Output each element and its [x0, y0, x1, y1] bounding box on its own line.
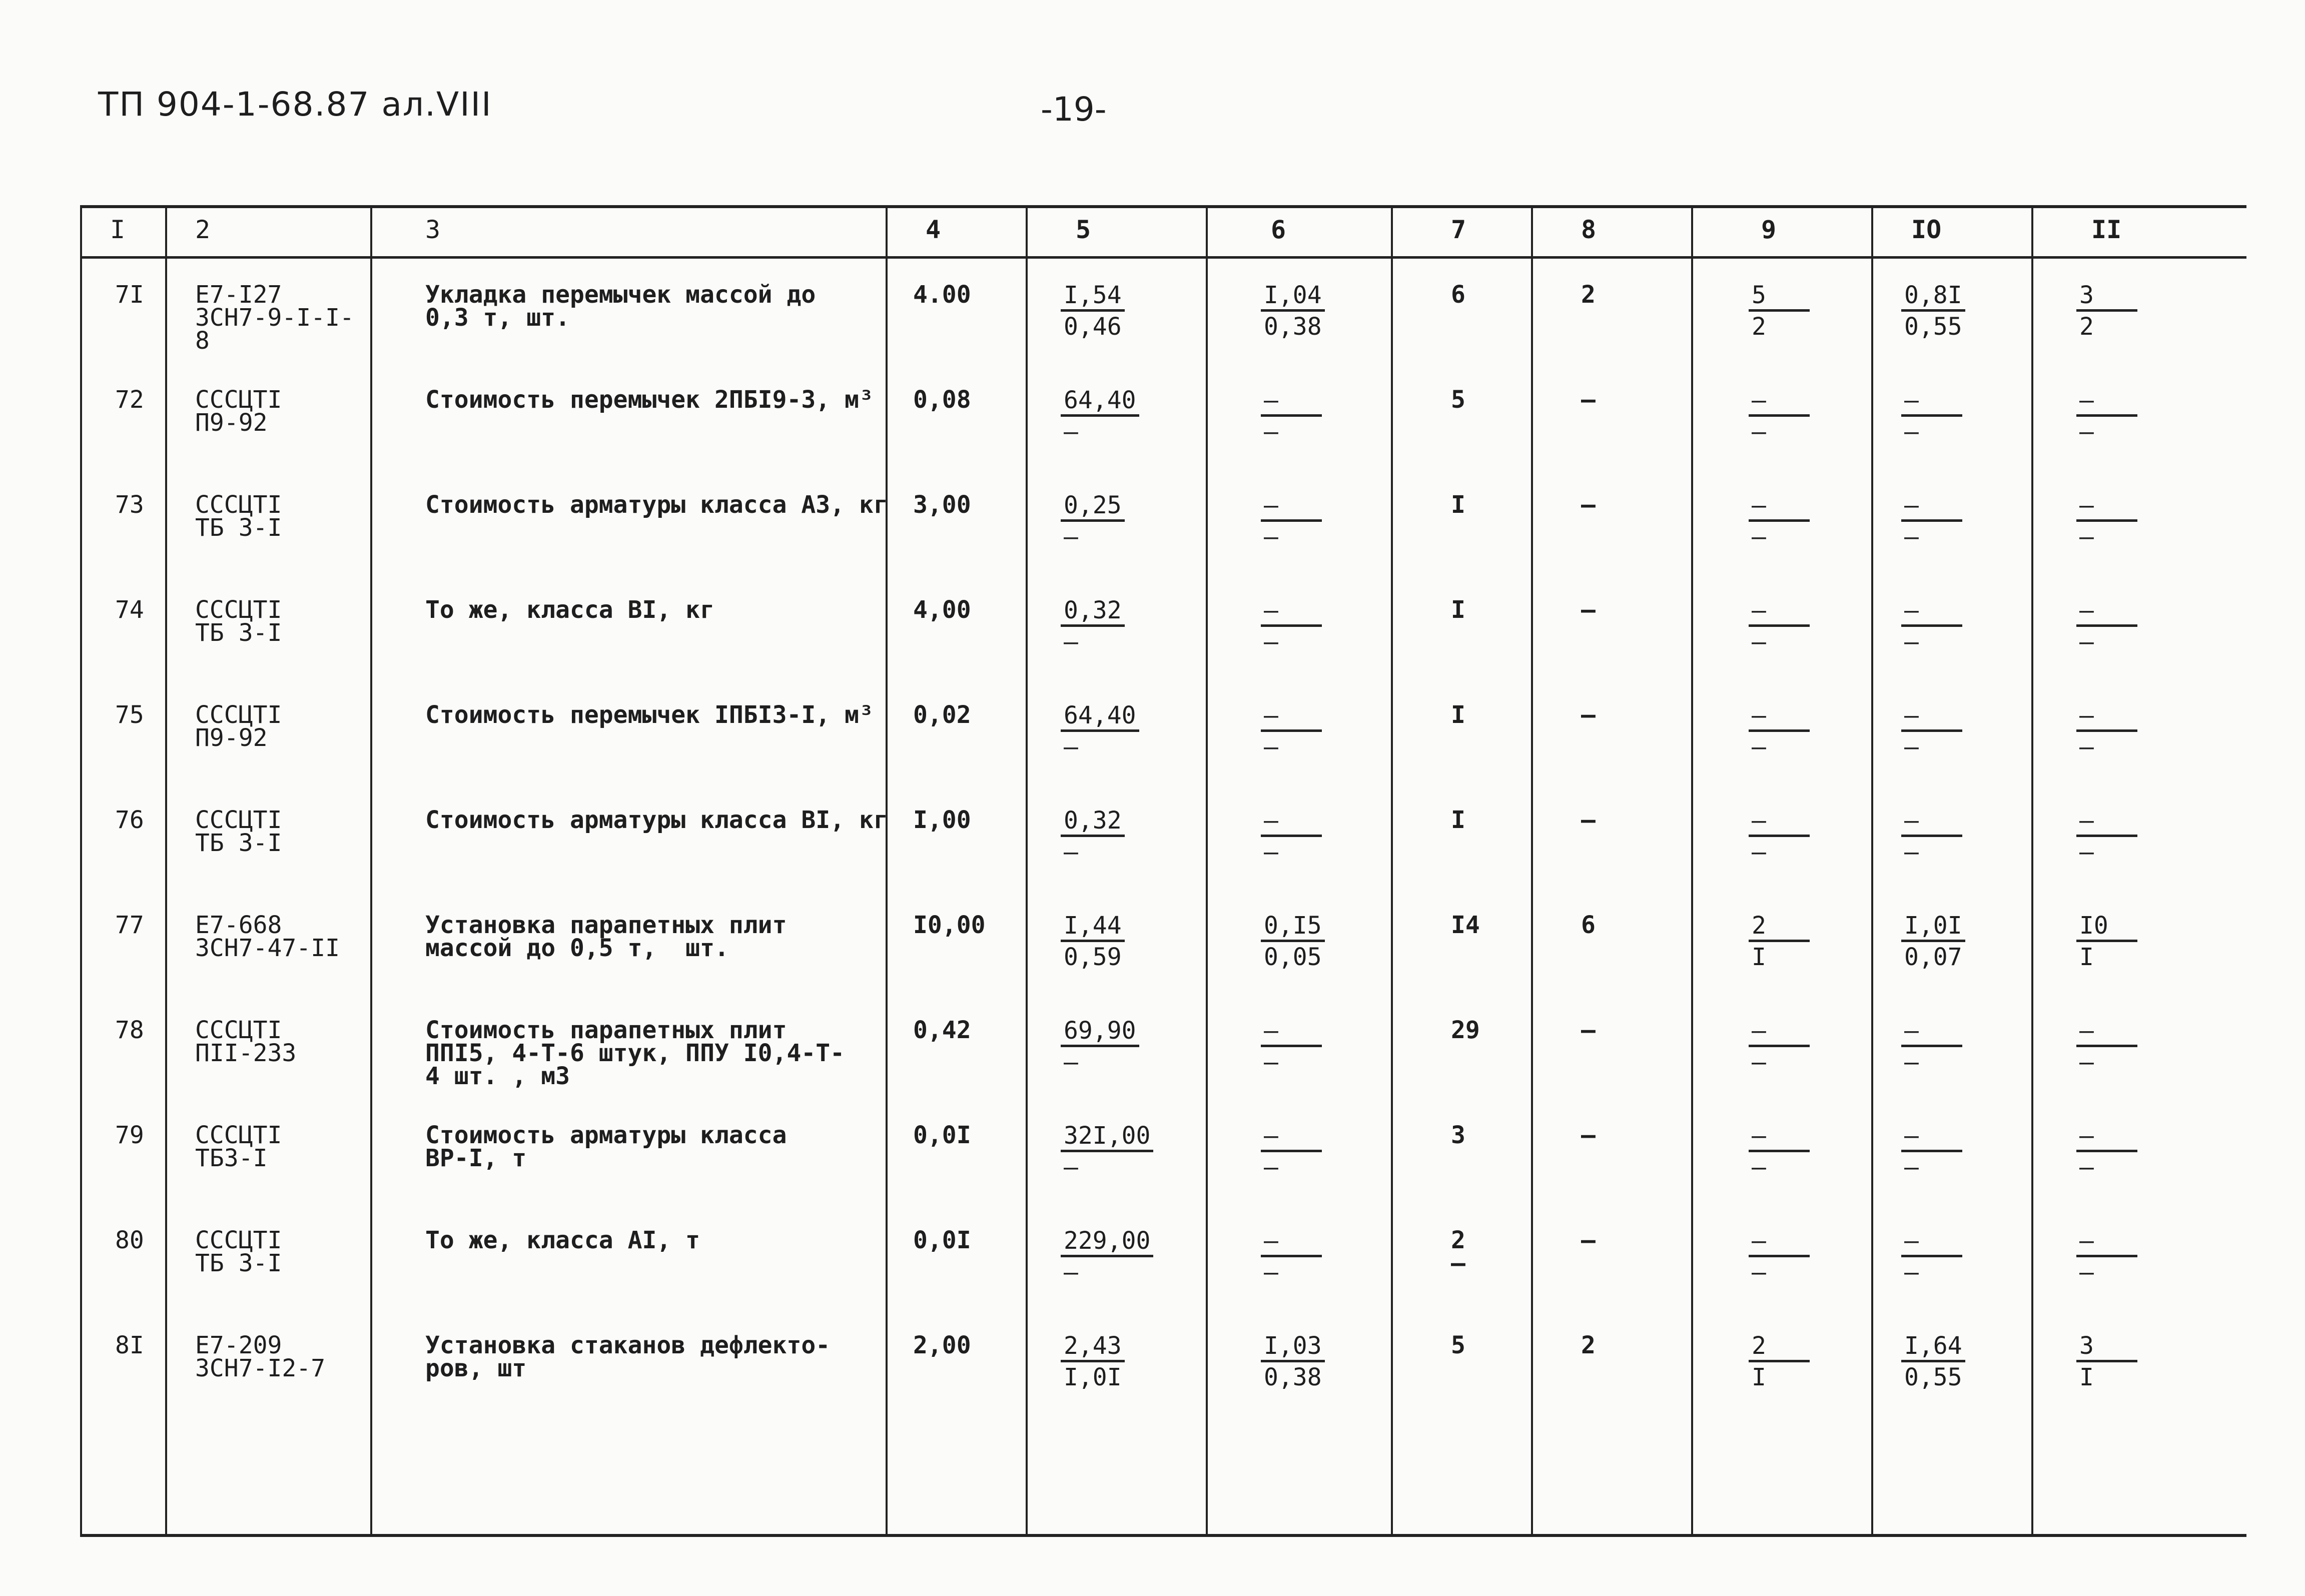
machine-cost [1749, 1124, 1810, 1179]
unit-cost-numerator: 32I,00 [1061, 1124, 1153, 1152]
row-number: 77 [115, 911, 144, 939]
unit-wages-numerator: – [1261, 1019, 1322, 1047]
document-code: ТП 904-1-68.87 ал.VIII [98, 85, 492, 124]
labor-per-unit-numerator: – [1901, 1229, 1962, 1257]
labor-total-numerator: 3 [2076, 1334, 2137, 1362]
unit-wages [1261, 1229, 1322, 1284]
unit-cost-numerator: 2,43 [1061, 1334, 1125, 1362]
unit-cost [1061, 1124, 1153, 1179]
unit-wages-numerator: 0,I5 [1261, 914, 1325, 942]
unit-cost [1061, 283, 1125, 339]
quantity: 0,0I [913, 1226, 971, 1254]
unit-wages-denominator: 0,05 [1264, 943, 1322, 971]
labor-total-numerator: I0 [2076, 914, 2137, 942]
work-description: Стоимость перемычек IПБI3-I, м³ [425, 701, 874, 729]
work-description: Стоимость арматуры класса ВР-I, т [425, 1121, 787, 1172]
unit-cost [1061, 493, 1125, 549]
machine-cost-denominator: I [1752, 1363, 1766, 1391]
labor-total-numerator: 3 [2076, 283, 2137, 312]
labor-per-unit-numerator: – [1901, 598, 1962, 627]
unit-wages-numerator: – [1261, 1229, 1322, 1257]
row-number: 72 [115, 386, 144, 414]
column-divider [1531, 208, 1533, 1534]
unit-wages-denominator: 0,38 [1264, 1363, 1322, 1391]
column-header: II [2091, 215, 2122, 244]
unit-wages [1261, 1334, 1325, 1389]
total-cost: 29 [1451, 1016, 1480, 1044]
labor-per-unit-numerator: – [1901, 1124, 1962, 1152]
unit-wages [1261, 283, 1325, 339]
machine-cost [1749, 809, 1810, 864]
work-description: Стоимость арматуры класса А3, кг [425, 491, 888, 519]
labor-per-unit [1901, 1229, 1962, 1284]
machine-cost-denominator: – [1752, 1258, 1766, 1286]
labor-per-unit-numerator: – [1901, 493, 1962, 522]
machine-cost-denominator: – [1752, 733, 1766, 761]
work-description: Стоимость арматуры класса ВI, кг [425, 806, 888, 834]
unit-wages-denominator: – [1264, 418, 1278, 446]
labor-per-unit [1901, 809, 1962, 864]
unit-wages [1261, 1019, 1322, 1074]
unit-wages-numerator: I,04 [1261, 283, 1325, 312]
column-header: 4 [926, 215, 941, 244]
total-cost: I [1451, 596, 1465, 624]
labor-total-denominator: 2 [2079, 313, 2094, 341]
labor-per-unit [1901, 1334, 1965, 1389]
unit-cost-denominator: – [1064, 733, 1078, 761]
labor-per-unit-denominator: – [1904, 1153, 1919, 1181]
labor-per-unit [1901, 1019, 1962, 1074]
machine-cost-numerator: – [1749, 1019, 1810, 1047]
machine-cost [1749, 283, 1810, 339]
unit-cost-numerator: I,54 [1061, 283, 1125, 312]
unit-wages-numerator: I,03 [1261, 1334, 1325, 1362]
labor-total-numerator: – [2076, 1019, 2137, 1047]
quantity: 0,42 [913, 1016, 971, 1044]
labor-per-unit-denominator: 0,55 [1904, 1363, 1962, 1391]
column-divider [886, 208, 888, 1534]
unit-cost-numerator: 64,40 [1061, 703, 1139, 732]
labor-total-denominator: – [2079, 628, 2094, 656]
machine-cost [1749, 598, 1810, 654]
unit-wages [1261, 598, 1322, 654]
labor-total-denominator: I [2079, 1363, 2094, 1391]
labor-total-numerator: – [2076, 703, 2137, 732]
labor-total [2076, 1334, 2137, 1389]
unit-wages-numerator: – [1261, 1124, 1322, 1152]
labor-per-unit-numerator: – [1901, 809, 1962, 837]
norm-code: СССЦТI ТБ3-I [195, 1121, 282, 1172]
work-description: Стоимость парапетных плит ППI5, 4-Т-6 штук, ППУ I0,4-Т- 4 шт. , м3 [425, 1016, 845, 1090]
unit-wages [1261, 809, 1322, 864]
unit-cost-numerator: 64,40 [1061, 388, 1139, 417]
labor-per-unit-denominator: – [1904, 838, 1919, 866]
labor-total-numerator: – [2076, 598, 2137, 627]
column-header: I [110, 215, 126, 244]
labor-per-unit-numerator: I,0I [1901, 914, 1965, 942]
machine-cost-numerator: – [1749, 809, 1810, 837]
machine-cost [1749, 703, 1810, 759]
total-wages: – [1581, 1226, 1596, 1254]
unit-wages-denominator: – [1264, 628, 1278, 656]
labor-per-unit-denominator: – [1904, 733, 1919, 761]
column-header: 3 [425, 215, 441, 244]
quantity: 2,00 [913, 1331, 971, 1359]
machine-cost-denominator: – [1752, 838, 1766, 866]
norm-code: СССЦТI П9-92 [195, 386, 282, 437]
unit-wages [1261, 388, 1322, 444]
labor-total [2076, 914, 2137, 969]
unit-wages-denominator: – [1264, 1258, 1278, 1286]
unit-cost-denominator: I,0I [1064, 1363, 1122, 1391]
unit-cost-numerator: 69,90 [1061, 1019, 1139, 1047]
unit-wages-numerator: – [1261, 598, 1322, 627]
labor-total-denominator: – [2079, 1258, 2094, 1286]
column-header: IO [1911, 215, 1942, 244]
labor-total [2076, 1019, 2137, 1074]
machine-cost-numerator: 5 [1749, 283, 1810, 312]
machine-cost-numerator: – [1749, 703, 1810, 732]
labor-per-unit [1901, 388, 1962, 444]
norm-code: СССЦТI ТБ 3-I [195, 1226, 282, 1277]
estimate-table [80, 205, 2246, 1537]
machine-cost-numerator: – [1749, 1229, 1810, 1257]
labor-total-denominator: – [2079, 523, 2094, 551]
row-number: 80 [115, 1226, 144, 1254]
total-wages: – [1581, 386, 1596, 414]
quantity: 4,00 [913, 596, 971, 624]
machine-cost-denominator: – [1752, 1048, 1766, 1076]
column-header: 8 [1581, 215, 1597, 244]
labor-per-unit-denominator: – [1904, 418, 1919, 446]
total-wages: – [1581, 701, 1596, 729]
row-number: 76 [115, 806, 144, 834]
unit-wages-numerator: – [1261, 388, 1322, 417]
norm-code: СССЦТI ПII-233 [195, 1016, 297, 1067]
labor-total-numerator: – [2076, 493, 2137, 522]
work-description: Укладка перемычек массой до 0,3 т, шт. [425, 281, 816, 332]
total-cost: I [1451, 701, 1465, 729]
column-header: 2 [195, 215, 211, 244]
unit-cost-denominator: – [1064, 1048, 1078, 1076]
norm-code: СССЦТI ТБ 3-I [195, 806, 282, 857]
labor-total [2076, 1124, 2137, 1179]
unit-cost-denominator: – [1064, 1258, 1078, 1286]
machine-cost-numerator: 2 [1749, 914, 1810, 942]
total-wages: – [1581, 1016, 1596, 1044]
work-description: Установка парапетных плит массой до 0,5 т, шт. [425, 911, 787, 962]
labor-total [2076, 493, 2137, 549]
column-divider [2031, 208, 2033, 1534]
norm-code: Е7-668 ЗСН7-47-II [195, 911, 340, 962]
labor-per-unit [1901, 283, 1965, 339]
column-divider [1391, 208, 1393, 1534]
work-description: То же, класса ВI, кг [425, 596, 714, 624]
unit-wages-numerator: – [1261, 703, 1322, 732]
labor-total [2076, 809, 2137, 864]
unit-cost [1061, 1019, 1139, 1074]
column-divider [1026, 208, 1028, 1534]
labor-per-unit-denominator: – [1904, 1258, 1919, 1286]
column-divider [1691, 208, 1693, 1534]
total-cost: I4 [1451, 911, 1480, 939]
unit-wages-denominator: 0,38 [1264, 313, 1322, 341]
quantity: 0,08 [913, 386, 971, 414]
machine-cost [1749, 1019, 1810, 1074]
machine-cost-numerator: – [1749, 493, 1810, 522]
labor-per-unit [1901, 703, 1962, 759]
unit-cost [1061, 914, 1125, 969]
unit-cost [1061, 809, 1125, 864]
labor-per-unit-numerator: I,64 [1901, 1334, 1965, 1362]
machine-cost-denominator: – [1752, 1153, 1766, 1181]
work-description: То же, класса АI, т [425, 1226, 700, 1254]
unit-cost-denominator: – [1064, 523, 1078, 551]
total-cost: 2 – [1451, 1226, 1465, 1277]
unit-wages-numerator: – [1261, 493, 1322, 522]
labor-total [2076, 388, 2137, 444]
column-header: 5 [1076, 215, 1091, 244]
page-number: -19- [1041, 90, 1107, 129]
unit-cost-numerator: 229,00 [1061, 1229, 1153, 1257]
column-divider [1206, 208, 1208, 1534]
norm-code: СССЦТI П9-92 [195, 701, 282, 752]
row-number: 8I [115, 1331, 144, 1359]
machine-cost-denominator: 2 [1752, 313, 1766, 341]
machine-cost-denominator: – [1752, 523, 1766, 551]
column-header: 6 [1271, 215, 1286, 244]
labor-total-denominator: – [2079, 418, 2094, 446]
machine-cost-denominator: I [1752, 943, 1766, 971]
norm-code: СССЦТI ТБ 3-I [195, 596, 282, 647]
labor-per-unit [1901, 914, 1965, 969]
unit-wages-denominator: – [1264, 1048, 1278, 1076]
column-divider [1871, 208, 1873, 1534]
labor-total-numerator: – [2076, 388, 2137, 417]
total-cost: 5 [1451, 1331, 1465, 1359]
unit-cost [1061, 703, 1139, 759]
header-divider [80, 256, 2246, 259]
total-wages: – [1581, 491, 1596, 519]
table-left-border [80, 208, 82, 1534]
machine-cost-denominator: – [1752, 418, 1766, 446]
total-wages: 6 [1581, 911, 1596, 939]
quantity: 4.00 [913, 281, 971, 309]
row-number: 78 [115, 1016, 144, 1044]
total-wages: – [1581, 806, 1596, 834]
labor-total [2076, 1229, 2137, 1284]
unit-cost-denominator: 0,59 [1064, 943, 1122, 971]
total-cost: I [1451, 806, 1465, 834]
column-divider [165, 208, 167, 1534]
row-number: 74 [115, 596, 144, 624]
total-wages: – [1581, 1121, 1596, 1149]
labor-total [2076, 283, 2137, 339]
norm-code: Е7-I27 ЗСН7-9-I-I- 8 [195, 281, 354, 355]
unit-wages [1261, 914, 1325, 969]
labor-per-unit [1901, 1124, 1962, 1179]
total-wages: 2 [1581, 281, 1596, 309]
machine-cost-denominator: – [1752, 628, 1766, 656]
norm-code: СССЦТI ТБ 3-I [195, 491, 282, 542]
unit-wages-denominator: – [1264, 1153, 1278, 1181]
quantity: 0,0I [913, 1121, 971, 1149]
quantity: I0,00 [913, 911, 986, 939]
machine-cost-numerator: – [1749, 598, 1810, 627]
total-cost: 6 [1451, 281, 1465, 309]
labor-per-unit-numerator: – [1901, 703, 1962, 732]
total-cost: 3 [1451, 1121, 1465, 1149]
labor-total-denominator: – [2079, 1048, 2094, 1076]
column-divider [370, 208, 372, 1534]
labor-total [2076, 703, 2137, 759]
labor-per-unit-denominator: 0,07 [1904, 943, 1962, 971]
machine-cost-numerator: – [1749, 1124, 1810, 1152]
unit-cost [1061, 1334, 1125, 1389]
unit-cost-numerator: 0,25 [1061, 493, 1125, 522]
total-wages: 2 [1581, 1331, 1596, 1359]
labor-total-denominator: – [2079, 1153, 2094, 1181]
row-number: 7I [115, 281, 144, 309]
labor-per-unit-numerator: – [1901, 1019, 1962, 1047]
labor-per-unit-denominator: 0,55 [1904, 313, 1962, 341]
unit-wages-denominator: – [1264, 523, 1278, 551]
labor-per-unit [1901, 598, 1962, 654]
column-header: 7 [1451, 215, 1466, 244]
unit-cost [1061, 598, 1125, 654]
unit-wages [1261, 493, 1322, 549]
quantity: 3,00 [913, 491, 971, 519]
labor-total-numerator: – [2076, 809, 2137, 837]
labor-total-numerator: – [2076, 1229, 2137, 1257]
quantity: I,00 [913, 806, 971, 834]
unit-cost-denominator: – [1064, 628, 1078, 656]
machine-cost [1749, 914, 1810, 969]
unit-wages-denominator: – [1264, 838, 1278, 866]
machine-cost [1749, 1334, 1810, 1389]
row-number: 73 [115, 491, 144, 519]
labor-total-denominator: – [2079, 733, 2094, 761]
row-number: 75 [115, 701, 144, 729]
total-cost: 5 [1451, 386, 1465, 414]
unit-cost-denominator: 0,46 [1064, 313, 1122, 341]
unit-cost-denominator: – [1064, 838, 1078, 866]
unit-cost-numerator: I,44 [1061, 914, 1125, 942]
labor-total-denominator: I [2079, 943, 2094, 971]
labor-per-unit-denominator: – [1904, 523, 1919, 551]
unit-cost-numerator: 0,32 [1061, 809, 1125, 837]
machine-cost [1749, 1229, 1810, 1284]
unit-cost-denominator: – [1064, 1153, 1078, 1181]
labor-total-numerator: – [2076, 1124, 2137, 1152]
total-wages: – [1581, 596, 1596, 624]
labor-total [2076, 598, 2137, 654]
unit-wages [1261, 703, 1322, 759]
unit-wages-numerator: – [1261, 809, 1322, 837]
labor-total-denominator: – [2079, 838, 2094, 866]
unit-wages-denominator: – [1264, 733, 1278, 761]
unit-wages [1261, 1124, 1322, 1179]
labor-per-unit-numerator: 0,8I [1901, 283, 1965, 312]
row-number: 79 [115, 1121, 144, 1149]
labor-per-unit-denominator: – [1904, 628, 1919, 656]
labor-per-unit-denominator: – [1904, 1048, 1919, 1076]
unit-cost-numerator: 0,32 [1061, 598, 1125, 627]
machine-cost [1749, 493, 1810, 549]
work-description: Стоимость перемычек 2ПБI9-3, м³ [425, 386, 874, 414]
labor-per-unit-numerator: – [1901, 388, 1962, 417]
column-header: 9 [1761, 215, 1777, 244]
machine-cost [1749, 388, 1810, 444]
machine-cost-numerator: 2 [1749, 1334, 1810, 1362]
quantity: 0,02 [913, 701, 971, 729]
unit-cost [1061, 1229, 1153, 1284]
machine-cost-numerator: – [1749, 388, 1810, 417]
labor-per-unit [1901, 493, 1962, 549]
unit-cost [1061, 388, 1139, 444]
unit-cost-denominator: – [1064, 418, 1078, 446]
norm-code: Е7-209 ЗСН7-I2-7 [195, 1331, 326, 1382]
work-description: Установка стаканов дефлекто- ров, шт [425, 1331, 831, 1382]
total-cost: I [1451, 491, 1465, 519]
